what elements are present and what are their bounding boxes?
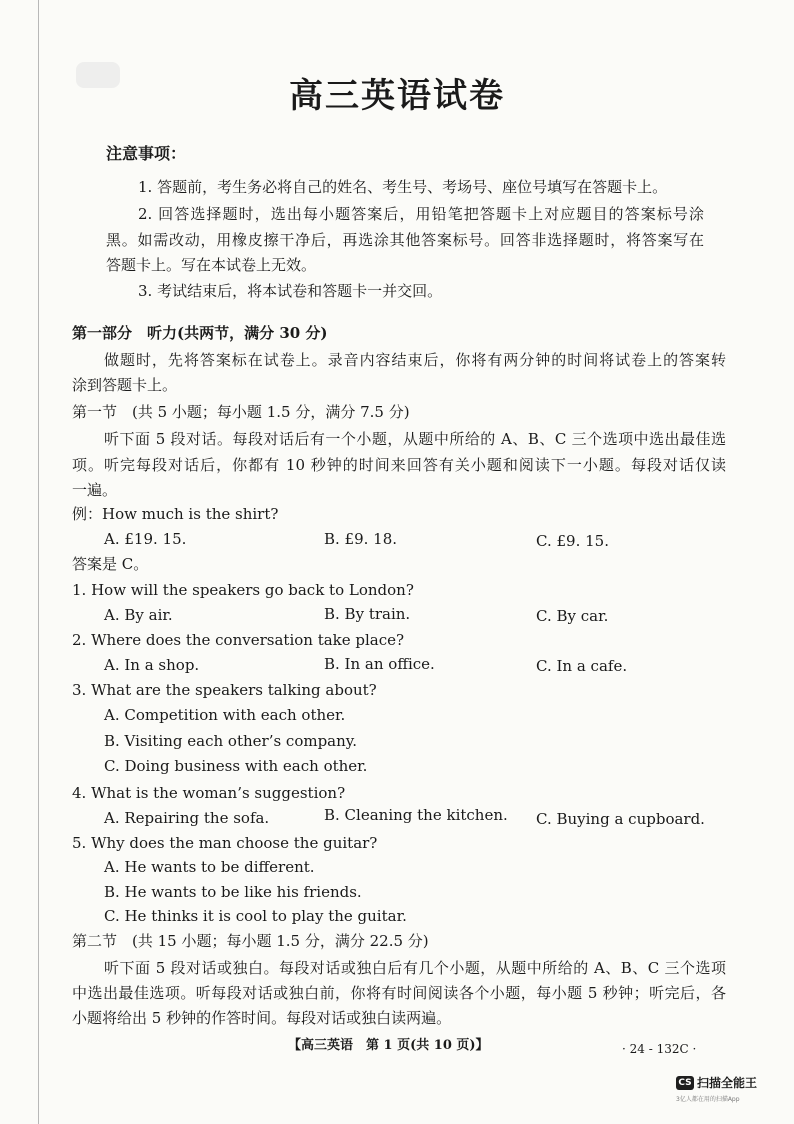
camscanner-name: 扫描全能王 — [697, 1076, 758, 1090]
page-margin-line — [38, 0, 39, 1124]
question-1-option-b: B. By train. — [324, 605, 411, 623]
example-option-c: C. £9. 15. — [536, 532, 609, 550]
question-3: 3. What are the speakers talking about? — [72, 681, 377, 699]
section-2-intro-line-1: 听下面 5 段对话或独白。每段对话或独白后有几个小题，从题中所给的 A、B、C 三个选项 — [104, 959, 726, 977]
notice-item-1: 1. 答题前，考生务必将自己的姓名、考生号、考场号、座位号填写在答题卡上。 — [138, 178, 668, 196]
camscanner-logo: CS — [676, 1076, 694, 1090]
exam-title: 高三英语试卷 — [289, 76, 505, 116]
section-2-heading: 第二节 (共 15 小题；每小题 1.5 分，满分 22.5 分) — [72, 932, 429, 950]
section-2-intro-line-3: 小题将给出 5 秒钟的作答时间。每段对话或独白读两遍。 — [72, 1009, 452, 1027]
notice-item-2-line-2: 黑。如需改动，用橡皮擦干净后，再选涂其他答案标号。回答非选择题时，将答案写在 — [106, 231, 704, 249]
question-4-option-c: C. Buying a cupboard. — [536, 810, 705, 828]
example-option-a: A. £19. 15. — [104, 530, 187, 548]
notice-item-2-line-3: 答题卡上。写在本试卷上无效。 — [106, 256, 317, 274]
camscanner-tagline: 3亿人都在用的扫描App — [676, 1096, 740, 1103]
part-1-intro-line-2: 涂到答题卡上。 — [72, 376, 178, 394]
section-2-intro-line-2: 中选出最佳选项。听每段对话或独白前，你将有时间阅读各个小题，每小题 5 秒钟；听完后，各 — [72, 984, 726, 1002]
question-5-option-a: A. He wants to be different. — [104, 858, 315, 876]
example-option-b: B. £9. 18. — [324, 530, 398, 548]
notice-item-3: 3. 考试结束后，将本试卷和答题卡一并交回。 — [138, 282, 443, 300]
question-3-option-a: A. Competition with each other. — [104, 706, 346, 724]
question-1-option-c: C. By car. — [536, 607, 609, 625]
example-answer: 答案是 C。 — [72, 555, 149, 573]
question-5-option-b: B. He wants to be like his friends. — [104, 883, 362, 901]
question-4-option-a: A. Repairing the sofa. — [104, 809, 270, 827]
section-1-intro-line-1: 听下面 5 段对话。每段对话后有一个小题，从题中所给的 A、B、C 三个选项中选出最佳选 — [104, 430, 726, 448]
question-2-option-c: C. In a cafe. — [536, 657, 628, 675]
question-5-option-c: C. He thinks it is cool to play the guitar. — [104, 907, 407, 925]
question-3-option-b: B. Visiting each other’s company. — [104, 732, 358, 750]
question-1: 1. How will the speakers go back to London? — [72, 581, 414, 599]
part-1-intro-line-1: 做题时，先将答案标在试卷上。录音内容结束后，你将有两分钟的时间将试卷上的答案转 — [104, 351, 726, 369]
section-1-intro-line-3: 一遍。 — [72, 481, 118, 499]
page-footer: 【高三英语 第 1 页(共 10 页)】 — [288, 1038, 489, 1053]
question-3-option-c: C. Doing business with each other. — [104, 757, 368, 775]
question-4: 4. What is the woman’s suggestion? — [72, 784, 346, 802]
question-4-option-b: B. Cleaning the kitchen. — [324, 806, 508, 824]
example-question: 例：How much is the shirt? — [72, 505, 279, 523]
notice-heading: 注意事项： — [106, 144, 187, 163]
exam-code: · 24 - 132C · — [622, 1042, 697, 1056]
notice-item-2-line-1: 2. 回答选择题时，选出每小题答案后，用铅笔把答题卡上对应题目的答案标号涂 — [138, 205, 704, 223]
question-2: 2. Where does the conversation take place? — [72, 631, 405, 649]
part-1-heading: 第一部分 听力(共两节，满分 30 分) — [72, 324, 328, 342]
question-2-option-a: A. In a shop. — [104, 656, 200, 674]
question-5: 5. Why does the man choose the guitar? — [72, 834, 378, 852]
section-1-heading: 第一节 (共 5 小题；每小题 1.5 分，满分 7.5 分) — [72, 403, 410, 421]
section-1-intro-line-2: 项。听完每段对话后，你都有 10 秒钟的时间来回答有关小题和阅读下一小题。每段对话仅读 — [72, 456, 726, 474]
question-2-option-b: B. In an office. — [324, 655, 435, 673]
question-1-option-a: A. By air. — [104, 606, 173, 624]
